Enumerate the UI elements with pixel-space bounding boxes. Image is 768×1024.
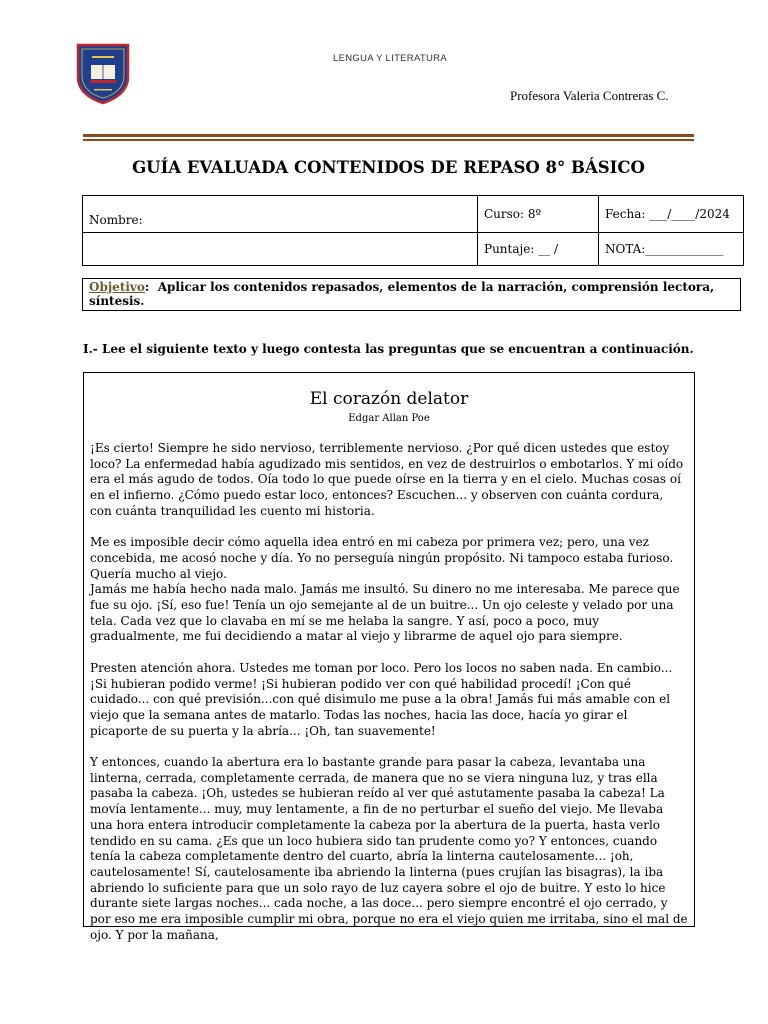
reading-text-box: [83, 372, 695, 942]
header-divider-secondary: [83, 139, 694, 141]
document-title: GUÍA EVALUADA CONTENIDOS DE REPASO 8° BÁSICO: [132, 158, 645, 177]
story-paragraph: ¡Es cierto! Siempre he sido nervioso, terriblemente nervioso. ¿Por qué dicen ustedes que estoy loco? La enfermedad había agudizado mis sentidos, en vez de destruirlos o embotarlos. Y mi oído era el más agudo de todos. Oía todo lo que puede oírse en la tierra y en el cielo. Muchas cosas oí en el infierno. ¿Cómo puedo estar loco, entonces? Escuchen... y observen con cuánta cordura, con cuánta tranquilidad les cuento mi historia.: [90, 441, 684, 518]
objective-text: Aplicar los contenidos repasados, elementos de la narración, comprensión lectora, síntesis.: [89, 280, 715, 308]
story-paragraph: Me es imposible decir cómo aquella idea entró en mi cabeza por primera vez; pero, una vez concebida, me acosó noche y día. Yo no perseguía ningún propósito. Ni tampoco estaba furioso. Quería mucho al viejo.: [90, 535, 674, 581]
teacher-name: Profesora Valeria Contreras C.: [510, 88, 669, 103]
subject-header: LENGUA Y LITERATURA: [333, 53, 447, 64]
name-label: Nombre:: [89, 213, 143, 227]
story-paragraph: Presten atención ahora. Ustedes me toman por loco. Pero los locos no saben nada. En cambio... ¡Si hubieran podido verme! ¡Si hubieran podido ver con qué habilidad procedí! ¡Con qué cuidado... con qué previsión...con qué disimulo me puse a la obra! Jamás fui más amable con el viejo que la semana antes de matarlo. Todas las noches, hacia las doce, hacía yo girar el picaporte de su puerta y la abría... ¡Oh, tan suavemente!: [90, 660, 673, 738]
date-field[interactable]: Fecha: ___/____/2024: [599, 196, 744, 233]
story-paragraph: Y entonces, cuando la abertura era lo bastante grande para pasar la cabeza, levantaba una linterna, cerrada, completamente cerrada, de manera que no se viera ninguna luz, y tras ella pasaba la cabeza. ¡Oh, ustedes se hubieran reído al ver qué astutamente pasaba la cabeza! La movía lentamente... muy, muy lentamente, a fin de no perturbar el sueño del viejo. Me llevaba una hora entera introducir completamente la cabeza por la abertura de la puerta, hasta verlo tendido en su cama. ¿Es que un loco hubiera sido tan prudente como yo? Y entonces, cuando tenía la cabeza completamente dentro del cuarto, abría la linterna cautelosamente... ¡oh, cautelosamente! Sí, cautelosamente iba abriendo la linterna (pues crujían las bisagras), la iba abriendo lo suficiente para que un solo rayo de luz cayera sobre el ojo de buitre. Y esto lo hice durante siete largas noches... cada noche, a las doce... pero siempre encontré el ojo cerrado, y por eso me era imposible cumplir mi obra, porque no era el viejo quien me irritaba, sino el mal de ojo. Y por la mañana,: [90, 755, 688, 942]
section-instruction: I.- Lee el siguiente texto y luego contesta las preguntas que se encuentran a continuación.: [83, 342, 694, 356]
score-field[interactable]: Puntaje: __ /: [478, 233, 599, 266]
blank-cell: [83, 233, 478, 266]
grade-field[interactable]: NOTA:_____________: [599, 233, 744, 266]
school-crest-logo: [76, 43, 130, 105]
name-field[interactable]: [83, 196, 478, 233]
course-field: Curso: 8º: [478, 196, 599, 233]
header-divider: [83, 134, 694, 137]
story-author: Edgar Allan Poe: [348, 413, 430, 424]
story-paragraph: Jamás me había hecho nada malo. Jamás me insultó. Su dinero no me interesaba. Me parece que fue su ojo. ¡Sí, eso fue! Tenía un ojo semejante al de un buitre... Un ojo celeste y velado por una tela. Cada vez que lo clavaba en mí se me helaba la sangre. Y así, poco a poco, muy gradualmente, me fui decidiendo a matar al viejo y librarme de aquel ojo para siempre.: [90, 582, 680, 644]
story-body: [90, 441, 688, 959]
objective-box: Objetivo: Aplicar los contenidos repasados, elementos de la narración, comprensión lectora, síntesis.: [82, 278, 741, 311]
story-title: El corazón delator: [309, 389, 469, 409]
student-info-table: [82, 195, 744, 266]
objective-label: Objetivo: [89, 280, 145, 294]
